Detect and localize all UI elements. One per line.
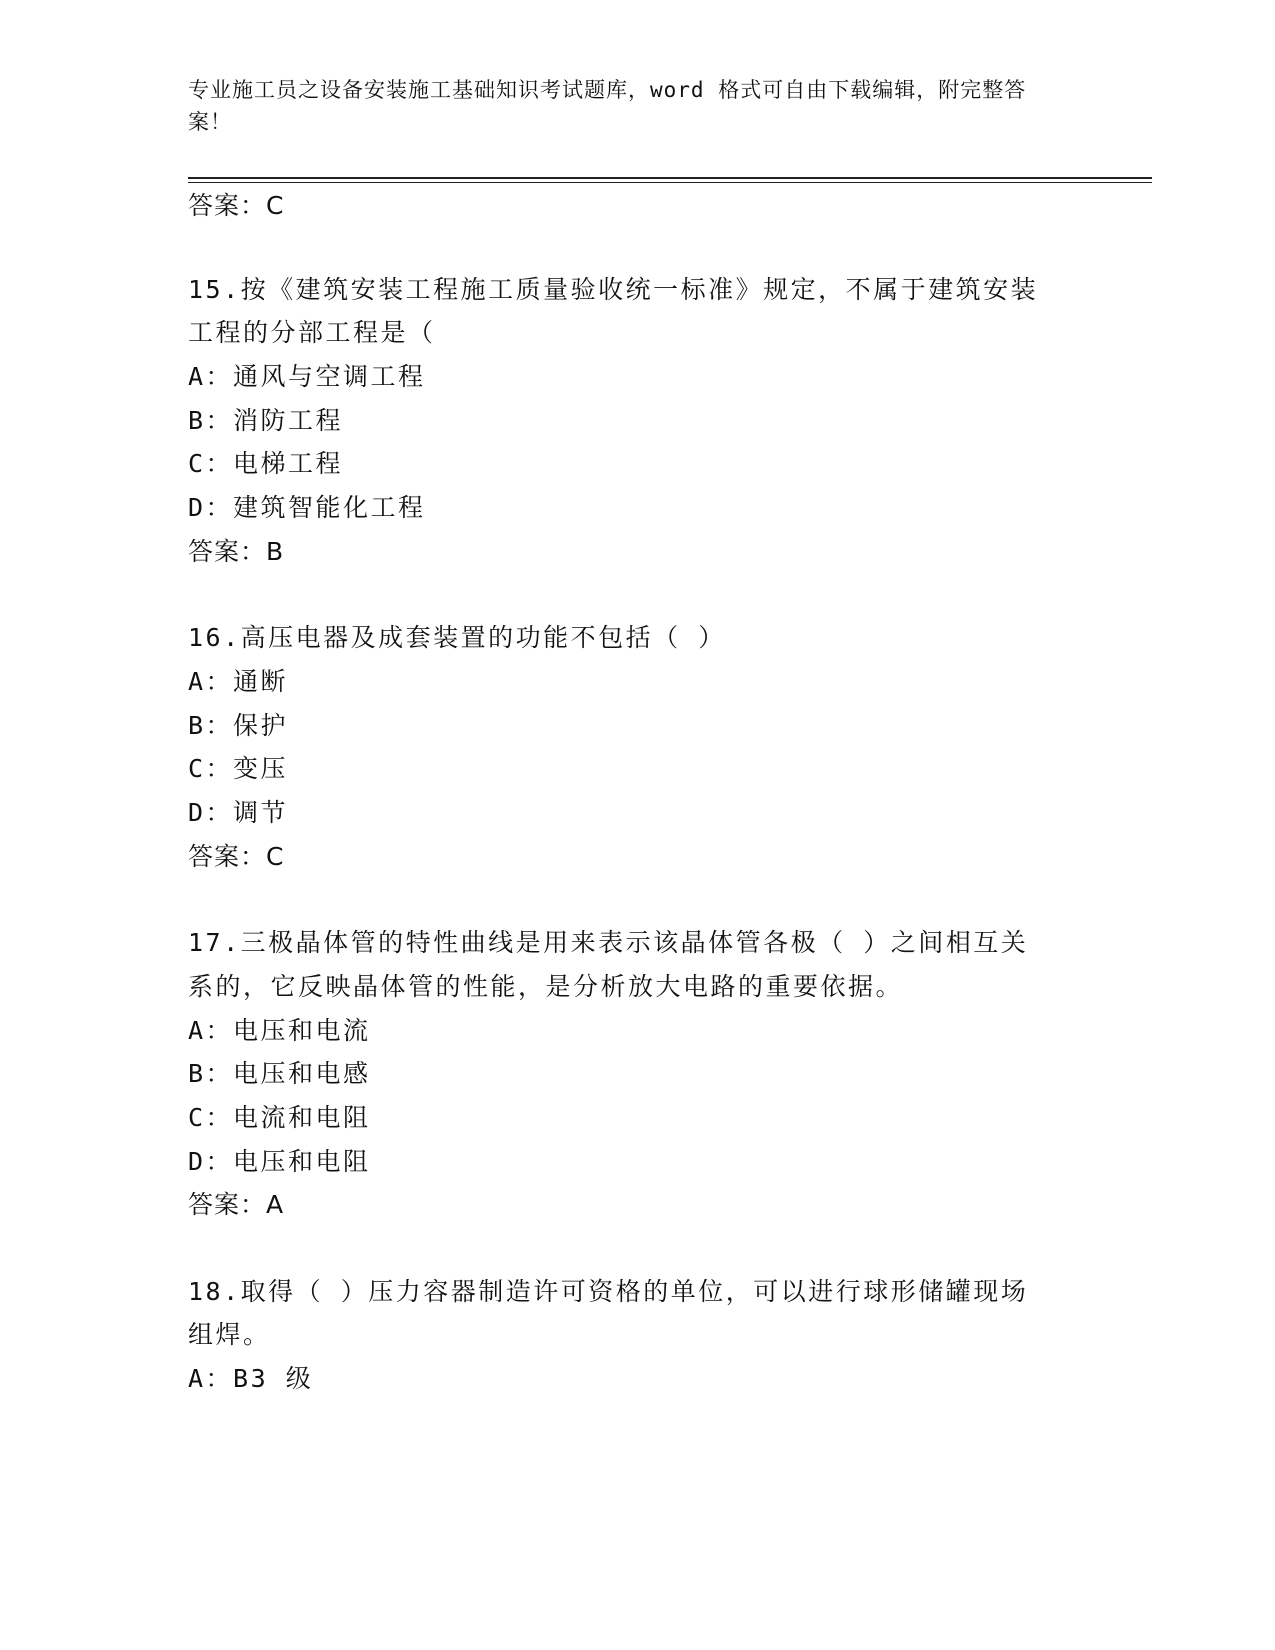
question-18-stem-line2: 组焊。 — [188, 1320, 271, 1349]
header-rule-thin — [188, 182, 1152, 183]
question-17-stem-line2: 系的，它反映晶体管的性能，是分析放大电路的重要依据。 — [188, 972, 904, 1001]
question-16-answer: 答案：C — [188, 842, 285, 871]
question-16-option-b: B：保护 — [188, 711, 289, 740]
question-15-stem-line1: 15.按《建筑安装工程施工质量验收统一标准》规定，不属于建筑安装 — [188, 275, 1039, 304]
question-18-option-a: A：B3 级 — [188, 1364, 314, 1393]
question-16-stem-line1: 16.高压电器及成套装置的功能不包括（ ） — [188, 623, 726, 652]
question-17-option-b: B：电压和电感 — [188, 1059, 371, 1088]
question-18-stem-line1: 18.取得（ ）压力容器制造许可资格的单位，可以进行球形储罐现场 — [188, 1277, 1029, 1306]
header-rule — [188, 177, 1152, 179]
question-17-option-a: A：电压和电流 — [188, 1016, 371, 1045]
document-header: 专业施工员之设备安装施工基础知识考试题库，word 格式可自由下载编辑，附完整答案！ — [188, 78, 1027, 134]
question-16-option-a: A：通断 — [188, 667, 289, 696]
question-15-answer: 答案：B — [188, 537, 285, 566]
question-16-option-c: C：变压 — [188, 754, 289, 783]
question-17-option-d: D：电压和电阻 — [188, 1147, 371, 1176]
question-17-option-c: C：电流和电阻 — [188, 1103, 371, 1132]
question-15-option-c: C：电梯工程 — [188, 449, 344, 478]
question-16-option-d: D：调节 — [188, 798, 289, 827]
question-15-option-a: A：通风与空调工程 — [188, 362, 426, 391]
answer-prev: 答案：C — [188, 191, 285, 220]
question-15-stem-line2: 工程的分部工程是（ — [188, 318, 436, 347]
question-17-answer: 答案：A — [188, 1190, 285, 1219]
question-15-option-d: D：建筑智能化工程 — [188, 493, 426, 522]
question-15-option-b: B：消防工程 — [188, 406, 344, 435]
question-17-stem-line1: 17.三极晶体管的特性曲线是用来表示该晶体管各极（ ）之间相互关 — [188, 928, 1029, 957]
